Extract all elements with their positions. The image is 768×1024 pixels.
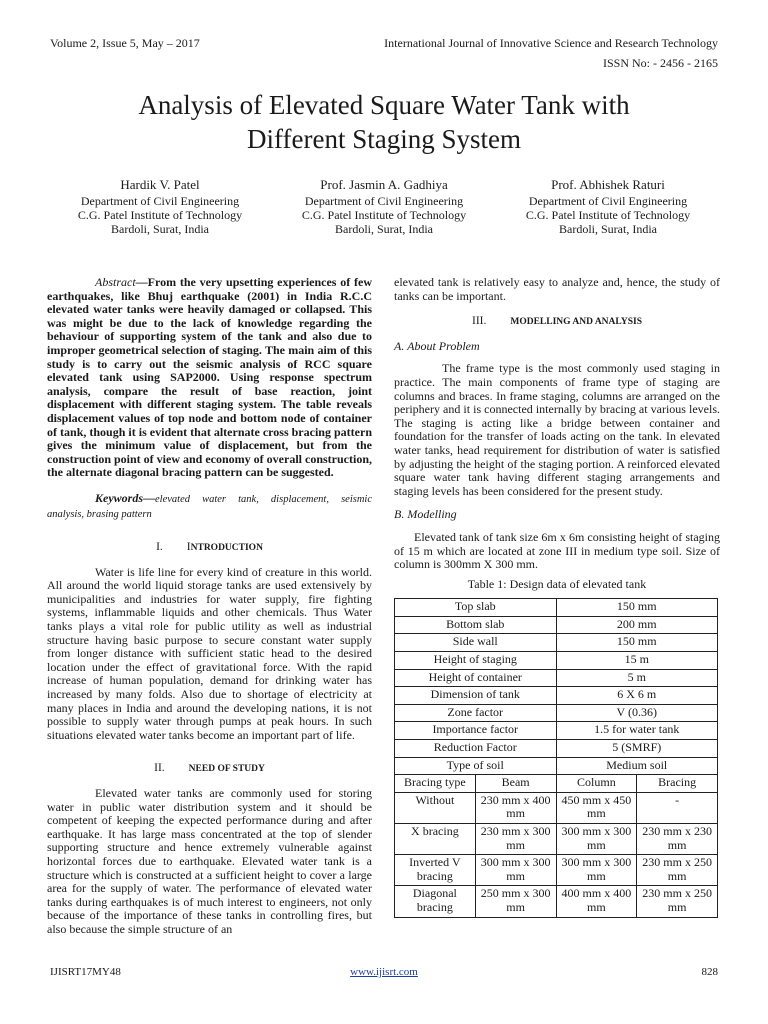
table-row [395,634,718,652]
abstract [47,276,372,480]
table-row [395,740,718,758]
author-dept: Department of Civil Engineering [304,194,464,208]
parameter-cell: Dimension of tank [395,687,557,705]
table-row [395,722,718,740]
parameter-cell: Bottom slab [395,616,557,634]
value-cell: 1.5 for water tank [556,722,718,740]
volume-issue: Volume 2, Issue 5, May – 2017 [50,36,200,50]
bracing-cell: 300 mm x 300 mm [556,855,637,886]
keywords [47,492,372,521]
author-loc: Bardoli, Surat, India [111,222,209,236]
value-cell: 6 X 6 m [556,687,718,705]
section-heading-need-of-study: II. NEED OF STUDY [154,762,265,775]
bracing-cell: 230 mm x 400 mm [475,792,556,823]
bracing-header-cell: Beam [475,775,556,793]
table-row [395,704,718,722]
author-inst: C.G. Patel Institute of Technology [301,208,467,222]
footer-url-wrap [0,966,768,978]
table-row [395,616,718,634]
parameter-cell: Height of container [395,669,557,687]
bracing-header-cell: Bracing type [395,775,476,793]
subsection-modelling: B. Modelling [394,507,457,522]
design-data-table [394,598,718,917]
bracing-cell: 300 mm x 300 mm [475,855,556,886]
about-problem-text: The frame type is the most commonly used staging in practice. The main components of frame type of staging are columns and braces. In frame staging, columns are arranged on the periphery and it is connected internally by bracing at various levels. The staging is acting like a bridge between container and foundation for the transfer of loads acting on the tank. In elevated water tanks, head requirement for distribution of water is satisfied by adjusting the height of the staging portion. A reinforced elevated square water tank having different staging arrangements and staging levels has been considered for the present study. [394,361,720,498]
keywords-label: Keywords— [95,490,155,505]
parameter-cell: Height of staging [395,652,557,670]
parameter-cell: Top slab [395,599,557,617]
section-heading-introduction: I. INTRODUCTION [156,541,263,554]
bracing-cell: Without [395,792,476,823]
bracing-row [395,886,718,917]
abstract-label: Abstract [95,275,136,289]
bracing-cell: 400 mm x 400 mm [556,886,637,917]
bracing-cell: 450 mm x 450 mm [556,792,637,823]
bracing-header-cell: Column [556,775,637,793]
author-inst: C.G. Patel Institute of Technology [525,208,691,222]
parameter-cell: Zone factor [395,704,557,722]
bracing-cell: Inverted V bracing [395,855,476,886]
bracing-cell: - [637,792,718,823]
journal-url-link[interactable]: www.ijisrt.com [350,966,418,978]
value-cell: 15 m [556,652,718,670]
need-of-study-text: Elevated water tanks are commonly used for storing water in public water distribution system and it should be competent of keeping the expected performance during and after earthquake. It has large mass concentrated at the top of slender supporting structure and hence extremely vulnerable against horizontal forces due to earthquake. Elevated water tank is a structure which is constructed at a sufficient height to cover a large area for the supply of water. The performance of elevated water tanks during earthquakes is of much interest to engineers, not only because of the importance of these tanks in controlling fires, but also because the simple structure of an [47,786,372,936]
value-cell: 200 mm [556,616,718,634]
value-cell: 5 m [556,669,718,687]
right-column [394,276,720,918]
keywords-text: elevated water tank, displacement, seismic analysis, brasing pattern [47,493,372,520]
bracing-header-cell: Bracing [637,775,718,793]
bracing-cell: 300 mm x 300 mm [556,824,637,855]
issn: ISSN No: - 2456 - 2165 [602,56,718,70]
table-row [395,652,718,670]
parameter-cell: Importance factor [395,722,557,740]
author-1 [50,177,270,236]
value-cell: 5 (SMRF) [556,740,718,758]
value-cell: 150 mm [556,634,718,652]
bracing-row [395,824,718,855]
author-dept: Department of Civil Engineering [80,194,240,208]
parameter-cell: Type of soil [395,757,557,775]
left-column [47,276,372,937]
bracing-cell: 230 mm x 230 mm [637,824,718,855]
bracing-cell: Diagonal bracing [395,886,476,917]
value-cell: V (0.36) [556,704,718,722]
author-loc: Bardoli, Surat, India [559,222,657,236]
introduction-text: Water is life line for every kind of creature in this world. All around the world liquid storage tanks are used extensively by municipalities and industries for water supply, fire fighting systems, inflammable liquids and other chemicals. Thus Water tanks plays a vital role for public utility as well as industrial structure having basic purpose to secure constant water supply from longer distance with sufficient static head to the desired location under the effect of gravitational force. With the rapid increase of human population, demand for drinking water has increased by many folds. Also due to shortage of electricity at many places in India and around the developing nations, it is not possible to supply water through pumps at peak hours. In such situations elevated water tanks become an important part of life. [47,564,372,742]
value-cell: Medium soil [556,757,718,775]
bracing-cell: 230 mm x 250 mm [637,855,718,886]
abstract-text: —From the very upsetting experiences of few earthquakes, like Bhuj earthquake (2001) in India R.C.C elevated water tanks were heavily damaged or collapsed. This was might be due to the lack of knowledge regarding the behaviour of supporting system of the tank and also due to improper geometrical selection of staging. The main aim of this study is to carry out the seismic analysis of RCC square elevated tank using SAP2000. Using response spectrum analysis, compare the result of base reaction, joint displacement with different staging system. The table reveals displacement values of top node and bottom node of container of tank, though it is evident that alternate cross bracing pattern gives the minimum value of displacement, but from the construction point of view and economy of overall construction, the alternate diagonal bracing pattern can be suggested. [47,275,372,480]
author-inst: C.G. Patel Institute of Technology [77,208,243,222]
bracing-cell: X bracing [395,824,476,855]
need-of-study-continued: elevated tank is relatively easy to analyze and, hence, the study of tanks can be important. [394,275,720,303]
modelling-text: Elevated tank of tank size 6m x 6m consisting height of staging of 15 m which are located at zone III in medium type soil. Size of column is 300mm X 300 mm. [394,529,720,572]
author-name: Prof. Abhishek Raturi [551,177,665,192]
bracing-cell: 230 mm x 300 mm [475,824,556,855]
value-cell: 150 mm [556,599,718,617]
title-line-2: Different Staging System [247,124,521,154]
authors [50,177,718,236]
page-number: 828 [701,966,718,978]
table-row [395,599,718,617]
parameter-cell: Reduction Factor [395,740,557,758]
author-3 [498,177,718,236]
section-heading-modelling: III. MODELLING AND ANALYSIS [471,315,642,328]
bracing-cell: 230 mm x 250 mm [637,886,718,917]
table-row [395,669,718,687]
bracing-header-row [395,775,718,793]
subsection-about-problem: A. About Problem [394,338,480,353]
bracing-row [395,855,718,886]
title-line-1: Analysis of Elevated Square Water Tank with [138,90,630,120]
table-caption: Table 1: Design data of elevated tank [467,576,647,591]
journal-name: International Journal of Innovative Science and Research Technology [384,36,718,50]
paper-code: IJISRT17MY48 [50,966,121,978]
table-row [395,687,718,705]
bracing-row [395,792,718,823]
paper-title [0,88,768,156]
author-loc: Bardoli, Surat, India [335,222,433,236]
bracing-cell: 250 mm x 300 mm [475,886,556,917]
table-row [395,757,718,775]
author-2 [274,177,494,236]
author-name: Hardik V. Patel [120,177,200,192]
parameter-cell: Side wall [395,634,557,652]
author-dept: Department of Civil Engineering [528,194,688,208]
author-name: Prof. Jasmin A. Gadhiya [320,177,448,192]
